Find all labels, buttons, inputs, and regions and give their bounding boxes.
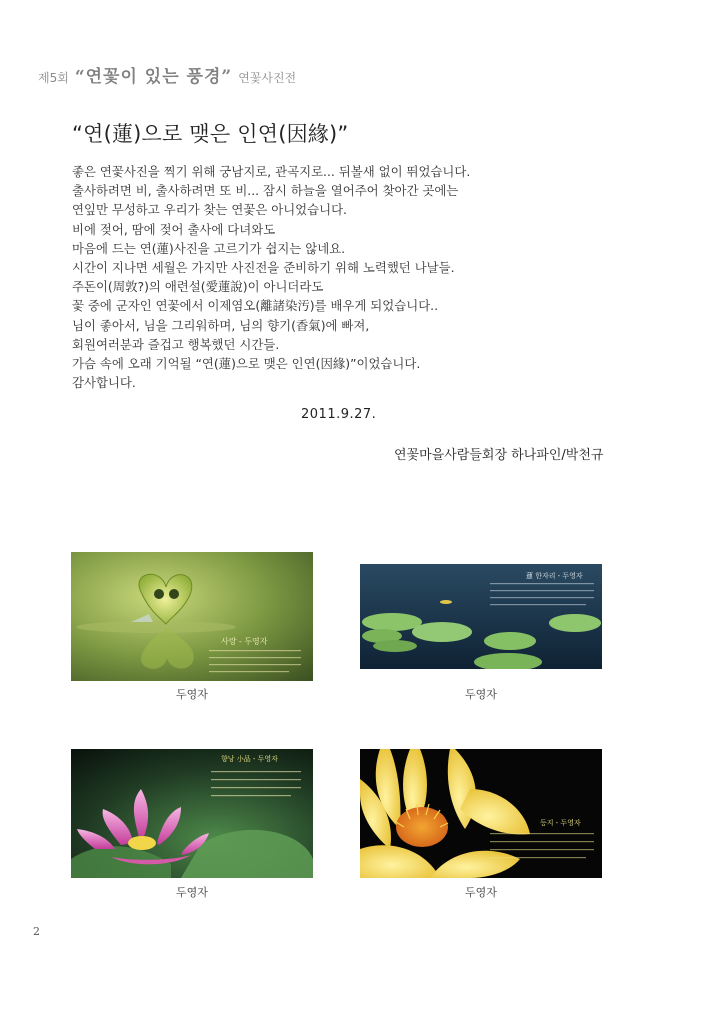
exhibition-number: 제5회 (38, 71, 69, 85)
exhibition-header (38, 62, 296, 86)
photo-3-caption: 두영자 (176, 886, 208, 899)
body-line: 회원여러분과 즐겁고 행복했던 시간들. (72, 336, 280, 352)
page-title: “연(蓮)으로 맺은 인연(因緣)” (72, 122, 349, 146)
photo-2-poem-title: 蓮 한자리 - 두영자 (526, 572, 583, 580)
photo-yellow-lily (360, 749, 602, 878)
photo-1-poem-title: 사랑 - 두영자 (221, 637, 268, 646)
body-line: 출사하려면 비, 출사하려면 또 비... 잠시 하늘을 열어주어 찾아간 곳에는 (72, 183, 459, 199)
page-number: 2 (33, 925, 40, 938)
photo-4-poem-title: 등지 - 두영자 (540, 819, 581, 827)
body-line: 주돈이(周敦?)의 애련설(愛蓮說)이 아니더라도 (72, 279, 324, 295)
body-line: 감사합니다. (72, 375, 136, 391)
photo-4-caption: 두영자 (465, 886, 497, 899)
photo-1-caption: 두영자 (176, 688, 208, 701)
signature: 연꽃마을사람들회장 하나파인/박천규 (394, 448, 604, 463)
photo-pink-lotus (71, 749, 313, 878)
body-line: 마음에 드는 연(蓮)사진을 고르기가 쉽지는 않네요. (72, 240, 346, 256)
photo-3-poem-title: 향낭 小品 - 두영자 (221, 755, 278, 763)
date: 2011.9.27. (301, 407, 377, 422)
body-line: 좋은 연꽃사진을 찍기 위해 궁남지로, 관곡지로... 뒤볼새 없이 뛰었습니다. (72, 164, 471, 179)
body-line: 꽃 중에 군자인 연꽃에서 이제염오(離諸染汚)를 배우게 되었습니다.. (72, 298, 439, 314)
photo-lotus-leaf (71, 552, 313, 681)
body-line: 연잎만 무성하고 우리가 찾는 연꽃은 아니었습니다. (72, 202, 347, 218)
photo-lily-pads (360, 564, 602, 669)
exhibition-subtitle: 연꽃사진전 (238, 71, 297, 85)
body-line: 가슴 속에 오래 기억될 “연(蓮)으로 맺은 인연(因緣)”이었습니다. (72, 356, 421, 372)
body-line: 비에 젖어, 땀에 젖어 출사에 다녀와도 (72, 221, 276, 237)
body-line: 시간이 지나면 세월은 가지만 사진전을 준비하기 위해 노력했던 나날들. (72, 260, 455, 276)
body-line: 님이 좋아서, 님을 그리워하며, 님의 향기(香氣)에 빠져, (72, 317, 370, 333)
photo-2-caption: 두영자 (465, 688, 497, 701)
body-text (72, 162, 632, 392)
exhibition-title: “연꽃이 있는 풍경” (74, 67, 233, 87)
